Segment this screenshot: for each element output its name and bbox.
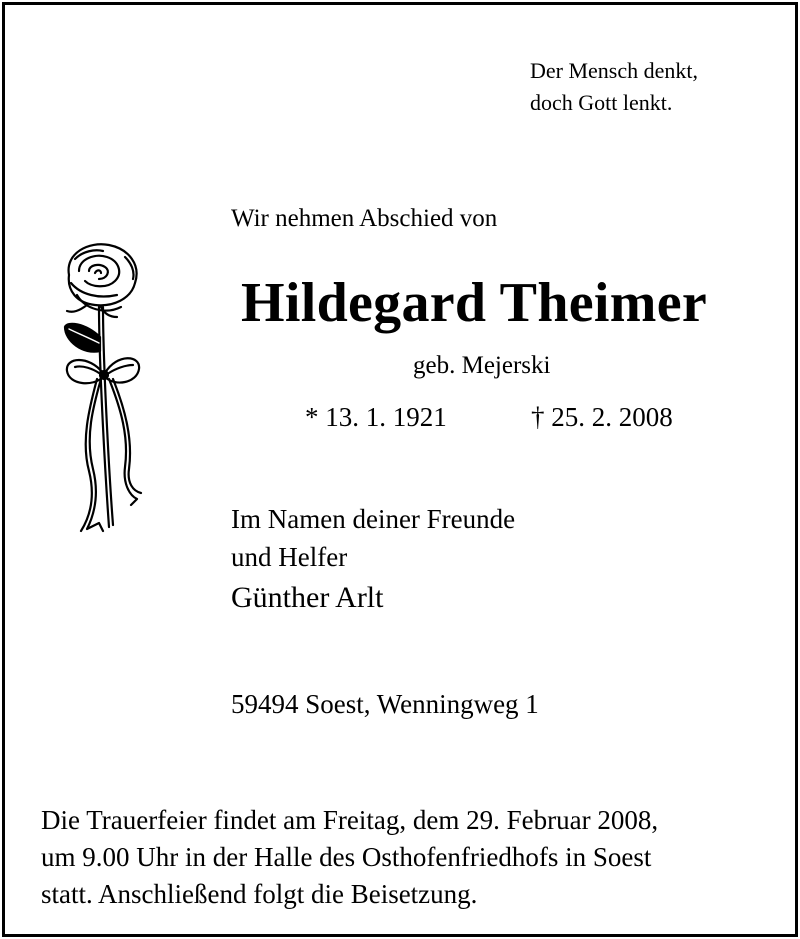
- mourners-line-1: Im Namen deiner Freunde: [231, 504, 516, 534]
- motto: [530, 55, 698, 119]
- motto-line-1: Der Mensch denkt,: [530, 58, 699, 83]
- mourners-statement: [231, 500, 515, 576]
- ceremony-line-2: um 9.00 Uhr in der Halle des Osthofenfriedhofs in Soest: [41, 842, 652, 872]
- deceased-name: Hildegard Theimer: [241, 272, 708, 334]
- birth-name: geb. Mejerski: [413, 352, 551, 379]
- signer-name: Günther Arlt: [231, 581, 384, 614]
- birth-date: * 13. 1. 1921: [305, 402, 447, 432]
- ceremony-details: [41, 802, 658, 913]
- rose-with-ribbon-icon: [55, 237, 145, 537]
- ceremony-line-1: Die Trauerfeier findet am Freitag, dem 29. Februar 2008,: [41, 805, 659, 835]
- motto-line-2: doch Gott lenkt.: [530, 90, 673, 115]
- mourners-line-2: und Helfer: [231, 542, 348, 572]
- address: 59494 Soest, Wenningweg 1: [231, 689, 539, 719]
- death-date: † 25. 2. 2008: [531, 402, 673, 432]
- farewell-intro: Wir nehmen Abschied von: [231, 205, 498, 232]
- obituary-notice: [2, 2, 798, 937]
- ceremony-line-3: statt. Anschließend folgt die Beisetzung.: [41, 879, 478, 909]
